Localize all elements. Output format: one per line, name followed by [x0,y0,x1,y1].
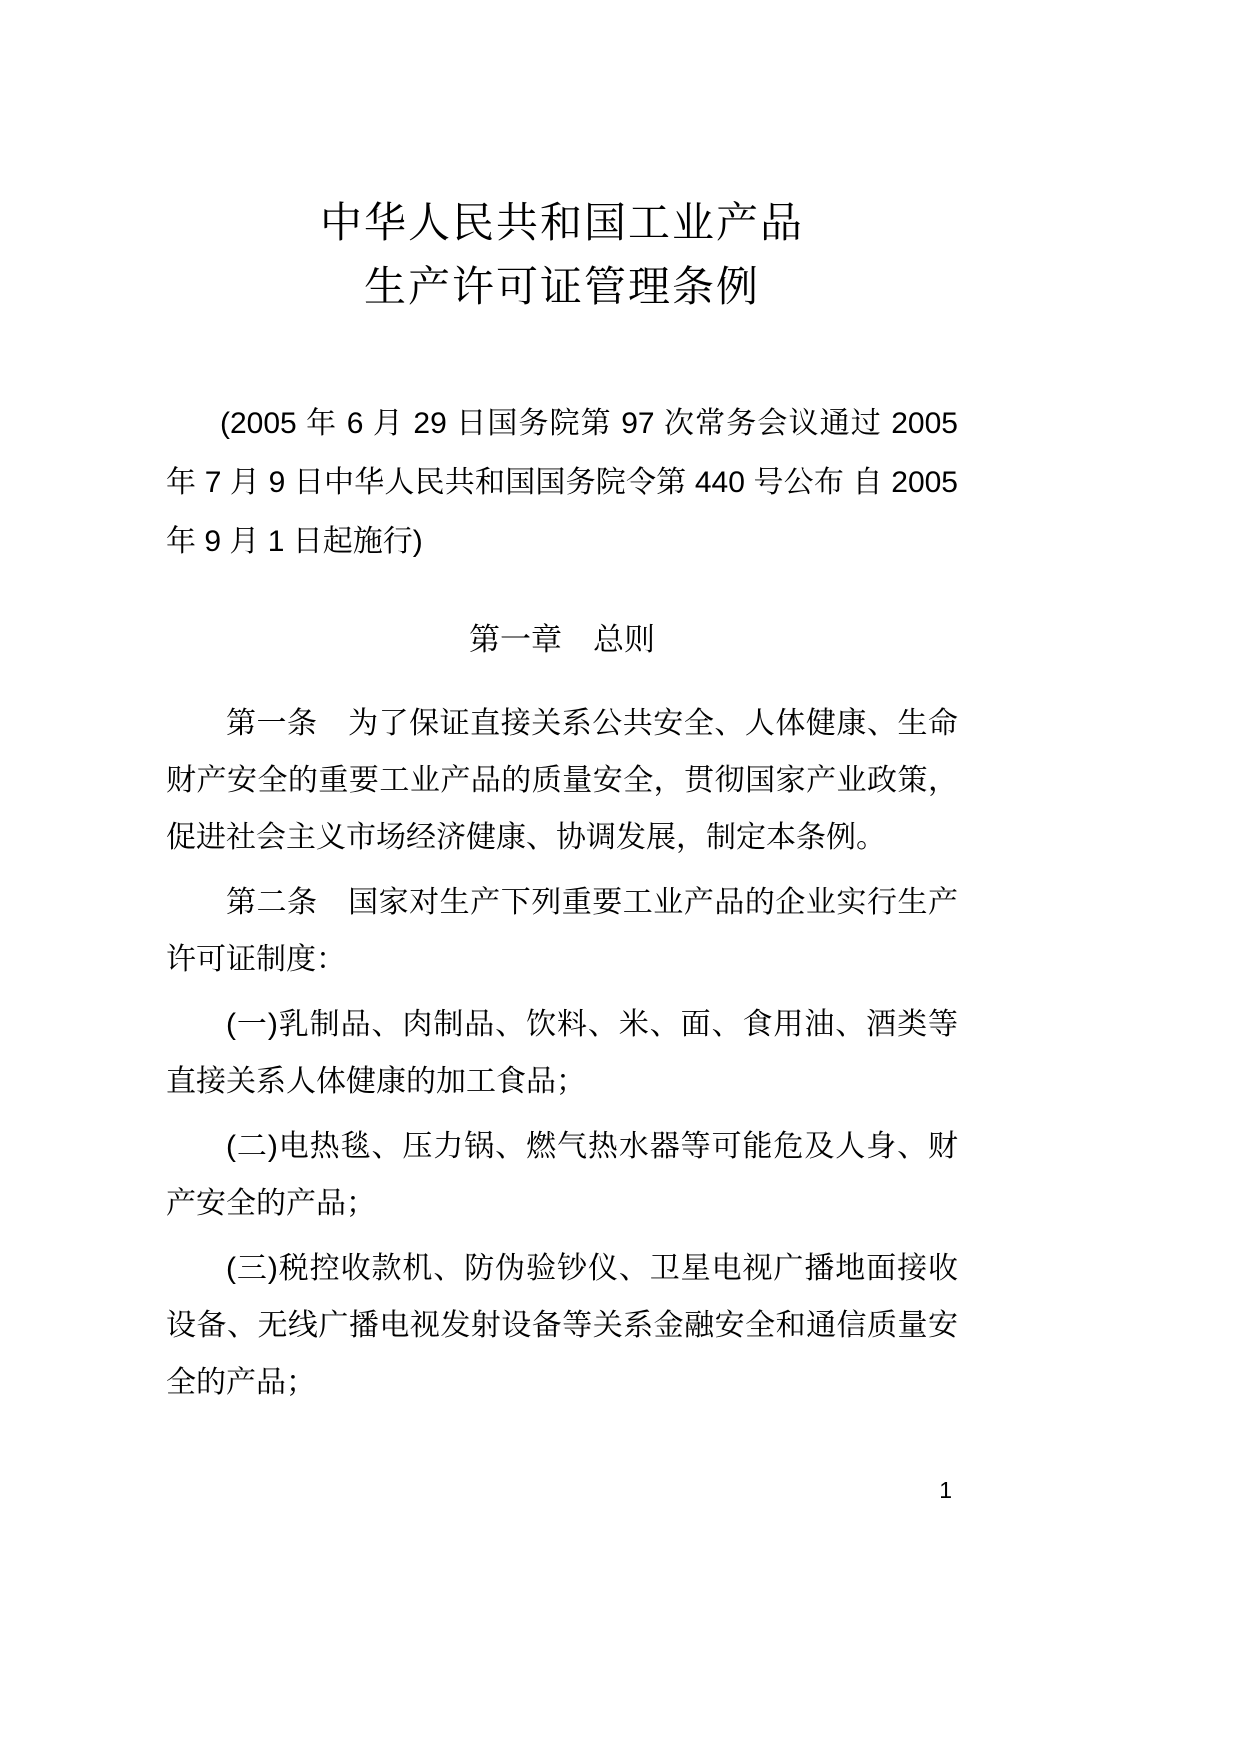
promulgation-note: (2005 年 6 月 29 日国务院第 97 次常务会议通过 2005 年 7 月 9 日中华人民共和国国务院令第 440 号公布 自 2005 年 9 月 1 日起施行) [166,407,958,558]
title-line-2: 生产许可证管理条例 [363,265,760,311]
article-2-paragraph: 第二条 国家对生产下列重要工业产品的企业实行生产许可证制度： [166,886,958,976]
page-number: 1 [939,1477,952,1503]
article-1-paragraph: 第一条 为了保证直接关系公共安全、人体健康、生命财产安全的重要工业产品的质量安全，贯彻国家产业政策，促进社会主义市场经济健康、协调发展，制定本条例。 [166,707,958,854]
title-line-1: 中华人民共和国工业产品 [319,201,804,247]
document-title [166,192,958,320]
article-2-item-3: (三)税控收款机、防伪验钞仪、卫星电视广播地面接收设备、无线广播电视发射设备等关系金融安全和通信质量安全的产品； [166,1252,958,1399]
article-2-item-1: (一)乳制品、肉制品、饮料、米、面、食用油、酒类等直接关系人体健康的加工食品； [166,1008,958,1098]
article-2-item-2: (二)电热毯、压力锅、燃气热水器等可能危及人身、财产安全的产品； [166,1130,958,1220]
chapter-heading: 第一章 总则 [469,622,655,657]
